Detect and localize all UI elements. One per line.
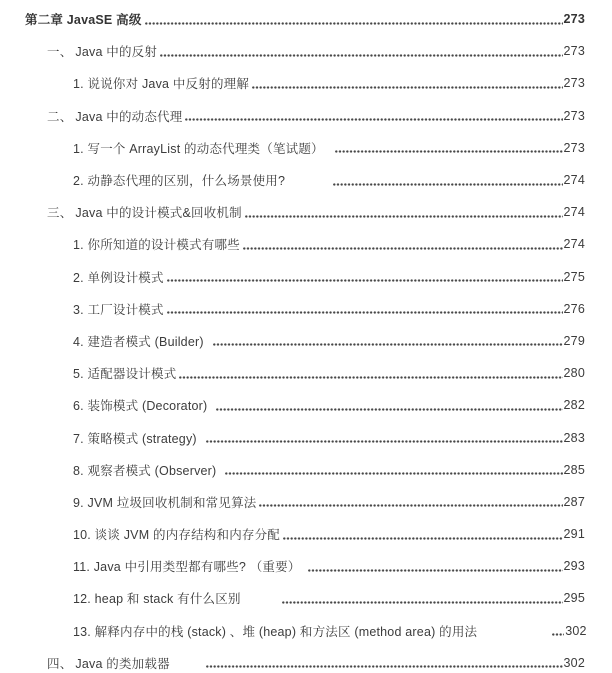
leader-gap [477, 630, 549, 631]
toc-entry-page: 295 [563, 591, 585, 606]
toc-entry-title: 1. 说说你对 Java 中反射的理解 [73, 77, 250, 92]
toc-entry[interactable] [25, 100, 585, 132]
toc-entry-number: 四、 [47, 656, 73, 671]
toc-entry[interactable] [25, 132, 585, 164]
toc-entry-page: 275 [563, 269, 585, 284]
dot-leader-icon [160, 54, 562, 57]
toc-entry-title: Java 中的动态代理 [75, 109, 183, 124]
dot-leader-icon [216, 408, 562, 411]
toc-entry-page: 291 [563, 527, 585, 542]
toc-entry-page: 274 [563, 205, 585, 220]
leader-gap [170, 662, 203, 663]
toc-entry[interactable] [25, 3, 585, 35]
toc-entry-page: 282 [563, 398, 585, 413]
dot-leader-icon [243, 247, 563, 250]
toc-entry[interactable] [25, 550, 585, 582]
leader-gap [241, 598, 279, 599]
toc-entry[interactable] [25, 164, 585, 196]
toc-entry-page: 274 [563, 173, 585, 188]
dot-leader-icon [308, 569, 563, 572]
toc-entry-number: 三、 [47, 206, 73, 221]
dot-leader-icon [282, 601, 563, 604]
toc-entry-title: 4. 建造者模式 (Builder) [73, 334, 204, 349]
dot-leader-icon [245, 215, 563, 218]
toc-entry-title: 2. 单例设计模式 [73, 270, 164, 285]
toc-entry-page: 285 [563, 462, 585, 477]
toc-entry-title: 12. heap 和 stack 有什么区别 [73, 592, 241, 607]
toc-entry-page: 273 [563, 76, 585, 91]
dot-leader-icon [145, 22, 563, 25]
dot-leader-icon [283, 537, 563, 540]
toc-entry[interactable] [25, 389, 585, 421]
toc-entry[interactable] [25, 196, 585, 228]
toc-entry[interactable] [25, 486, 585, 518]
toc-entry-page: 287 [563, 494, 585, 509]
leader-gap [204, 340, 210, 341]
dot-leader-icon [213, 343, 563, 346]
dot-leader-icon [225, 472, 562, 475]
dot-leader-icon [179, 376, 562, 379]
toc-entry[interactable] [25, 261, 585, 293]
toc-entry-title: 第二章 JavaSE 高级 [25, 13, 142, 28]
toc-entry-title: 11. Java 中引用类型都有哪些? （重要） [73, 560, 301, 575]
toc-entry[interactable] [25, 293, 585, 325]
toc-entry-title: 8. 观察者模式 (Observer) [73, 463, 217, 478]
toc-entry-title: 9. JVM 垃圾回收机制和常见算法 [73, 495, 257, 510]
dot-leader-icon [206, 665, 563, 668]
dot-leader-icon [167, 279, 563, 282]
dot-leader-icon [259, 504, 562, 507]
toc-entry[interactable] [25, 67, 585, 99]
dot-leader-icon [252, 86, 562, 89]
toc-entry[interactable] [25, 518, 585, 550]
toc-entry-title: 10. 谈谈 JVM 的内存结构和内存分配 [73, 528, 280, 543]
toc-entry-page: 302 [563, 655, 585, 670]
toc-entry[interactable] [25, 325, 585, 357]
toc-entry-page: 280 [563, 366, 585, 381]
toc-entry-title: Java 中的设计模式&回收机制 [75, 206, 242, 221]
toc-entry-title: Java 的类加载器 [75, 656, 170, 671]
toc-entry-page: 276 [563, 301, 585, 316]
leader-gap [207, 405, 213, 406]
toc-entry-page: 273 [563, 44, 585, 59]
dot-leader-icon [552, 633, 564, 636]
toc-entry-title: 5. 适配器设计模式 [73, 367, 177, 382]
toc-entry-title: 6. 装饰模式 (Decorator) [73, 399, 208, 414]
toc-entry-page: 273 [563, 108, 585, 123]
toc-entry-number: 二、 [47, 109, 73, 124]
toc-entry[interactable] [25, 615, 585, 647]
toc-entry[interactable] [25, 454, 585, 486]
toc-entry-page: 273 [563, 12, 585, 27]
dot-leader-icon [167, 311, 563, 314]
toc-entry-title: 13. 解释内存中的栈 (stack) 、堆 (heap) 和方法区 (method area) 的用法 [73, 624, 478, 639]
dot-leader-icon [185, 118, 562, 121]
toc-list [25, 3, 585, 673]
leader-gap [216, 469, 222, 470]
toc-entry-page: 279 [563, 333, 585, 348]
toc-entry-page: 302 [565, 623, 587, 638]
toc-entry[interactable] [25, 582, 585, 614]
toc-entry-title: 1. 写一个 ArrayList 的动态代理类（笔试题） [73, 141, 324, 156]
leader-gap [285, 180, 330, 181]
leader-gap [301, 566, 305, 567]
dot-leader-icon [335, 150, 563, 153]
toc-entry[interactable] [25, 421, 585, 453]
toc-entry-page: 274 [563, 237, 585, 252]
toc-entry[interactable] [25, 35, 585, 67]
dot-leader-icon [333, 183, 562, 186]
leader-gap [324, 147, 332, 148]
leader-gap [197, 437, 203, 438]
toc-entry[interactable] [25, 647, 585, 673]
toc-entry-page: 283 [563, 430, 585, 445]
toc-entry[interactable] [25, 357, 585, 389]
toc-entry-title: Java 中的反射 [75, 45, 158, 60]
toc-entry-page: 293 [563, 559, 585, 574]
toc-entry-title: 7. 策略模式 (strategy) [73, 431, 197, 446]
toc-entry-title: 2. 动静态代理的区别，什么场景使用? [73, 174, 286, 189]
toc-entry-title: 3. 工厂设计模式 [73, 302, 164, 317]
toc-entry-number: 一、 [47, 45, 73, 60]
toc-entry-title: 1. 你所知道的设计模式有哪些 [73, 238, 240, 253]
dot-leader-icon [206, 440, 563, 443]
toc-entry-page: 273 [563, 140, 585, 155]
toc-entry[interactable] [25, 228, 585, 260]
